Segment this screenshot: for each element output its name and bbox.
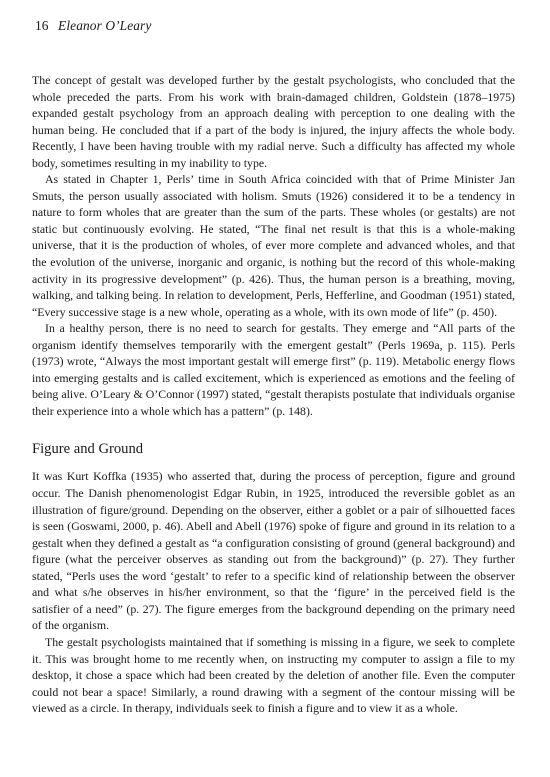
page-number: 16	[35, 18, 49, 33]
paragraph-healthy-person: In a healthy person, there is no need to search for gestalts. They emerge and “All parts of the organism identify themselves temporarily with the emergent gestalt” (Perls 1969a, p. 115). Perls (1973) wrote, “Always the most important gestalt will emerge first” (p. 119). Metabolic energy flows into emerging gestalts and is called excitement, which is experienced as emotions and the feeling of being alive. O’Leary & O’Connor (1997) stated, “gestalt therapists postulate that individuals organise their experience into a whole which has a pattern” (p. 148).	[32, 321, 515, 418]
running-head	[35, 18, 151, 34]
section-heading: Figure and Ground	[32, 441, 144, 458]
paragraph-smuts-holism: As stated in Chapter 1, Perls’ time in South Africa coincided with that of Prime Minister Jan Smuts, the person usually associated with holism. Smuts (1926) considered it to be a tendency in nature to form wholes that are greater than the sum of the parts. These wholes (or gestalts) are not static but continuously evolving. He stated, “The final net result is that this is a whole-making universe, that it is the production of wholes, of ever more complete and advanced wholes, and that the evolution of the universe, inorganic and organic, is nothing but the record of this whole-making activity in its progressive development” (p. 426). Thus, the human person is a breathing, moving, walking, and talking being. In relation to development, Perls, Hefferline, and Goodman (1951) stated, “Every successive stage is a new whole, operating as a whole, with its own mode of life” (p. 450).	[32, 172, 515, 319]
running-head-author: Eleanor O’Leary	[58, 18, 152, 33]
body-text	[32, 72, 515, 717]
paragraph-koffka: It was Kurt Koffka (1935) who asserted that, during the process of perception, figure and ground occur. The Danish phenomenologist Edgar Rubin, in 1925, introduced the reversible goblet as an illustration of figure/ground. Depending on the observer, either a goblet or a pair of silhouetted faces is seen (Goswami, 2000, p. 46). Abell and Abell (1976) spoke of figure and ground in its relation to a gestalt when they defined a gestalt as “a configuration consisting of ground (general background) and figure (what the perceiver observes as standing out from the background)” (p. 27). They further stated, “Perls uses the word ‘gestalt’ to refer to a specific kind of relationship between the observer and what s/he observes in his/her environment, so that the ‘figure’ in the perceived field is the satisfier of a need” (p. 27). The figure emerges from the background depending on the primary need of the organism.	[32, 469, 515, 633]
paragraph-completion: The gestalt psychologists maintained that if something is missing in a figure, we seek to complete it. This was brought home to me recently when, on instructing my computer to assign a file to my desktop, it chose a space which had been created by the deletion of another file. Even the computer could not bear a space! Similarly, a round drawing with a segment of the contour missing will be viewed as a circle. In therapy, individuals seek to finish a figure and to view it as a whole.	[32, 634, 515, 716]
paragraph-gestalt-psychologists: The concept of gestalt was developed further by the gestalt psychologists, who concluded that the whole preceded the parts. From his work with brain-damaged children, Goldstein (1878–1975) expanded gestalt psychology from an approach dealing with perception to one dealing with the human being. He concluded that if a part of the body is injured, the injury affects the whole body. Recently, I have been having trouble with my radial nerve. Such a difficulty has affected my whole body, sometimes resulting in my inability to type.	[32, 73, 515, 170]
